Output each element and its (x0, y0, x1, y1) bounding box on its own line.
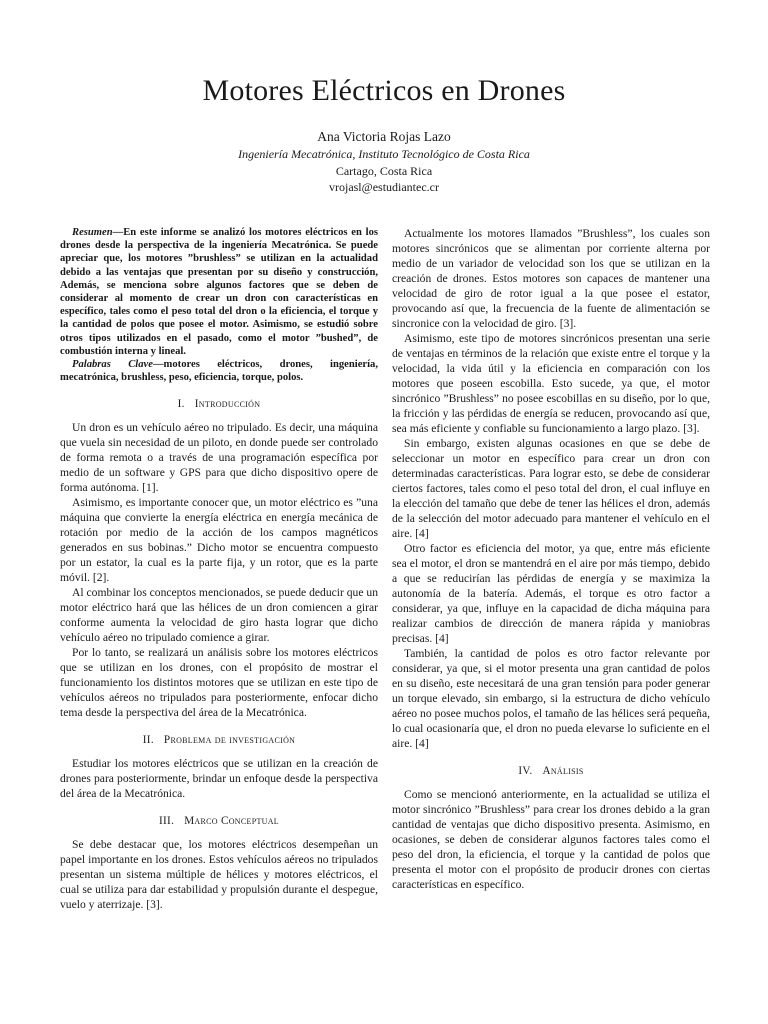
keywords-text: motores eléctricos, drones, ingeniería, mecatrónica, brushless, peso, eficiencia, torque, polos. (60, 359, 378, 384)
abstract-dash: — (112, 227, 124, 238)
paragraph: Un dron es un vehículo aéreo no tripulado. Es decir, una máquina que vuela sin necesidad de un piloto, en donde puede ser controlado de forma remota o a través de una programación específica por medio de un software y GPS para que dicho dispositivo opere de forma autónoma. [1]. (60, 421, 378, 495)
paragraph: También, la cantidad de polos es otro factor relevante por considerar, ya que, si el motor presenta una gran cantidad de polos en su diseño, este necesitará de una gran tensión para poder generar un torque elevado, sin embargo, si la estructura de dicho vehículo aéreo no posee muchos polos, el tamaño de las hélices será pequeña, lo cual ocasionaría que, el dron no pueda elevarse lo suficiente en el aire. [4] (392, 647, 710, 750)
author-city: Cartago, Costa Rica (335, 164, 433, 178)
paragraph: Por lo tanto, se realizará un análisis sobre los motores eléctricos que se utilizan en los drones, con el propósito de mostrar el funcionamiento los distintos motores que se utilizan en este tipo de vehículos aéreos no tripulados para posteriormente, enfocar dicho tema desde la perspectiva del área de la Mecatrónica. (60, 646, 378, 720)
abstract (60, 226, 378, 358)
section-number: IV. (518, 765, 533, 777)
section-title: Marco Conceptual (184, 815, 279, 828)
right-column (392, 226, 710, 892)
section-heading-framework (60, 814, 378, 829)
paragraph: Estudiar los motores eléctricos que se utilizan en la creación de drones para posteriormente, brindar un enfoque desde la perspectiva del área de la Mecatrónica. (60, 757, 378, 801)
paragraph: Al combinar los conceptos mencionados, se puede deducir que un motor eléctrico hará que las hélices de un dron comiencen a girar conforme aumenta la velocidad de giro hasta lograr que dicho vehículo aéreo no tripulado comience a girar. (60, 586, 378, 645)
author-affiliation: Ingeniería Mecatrónica, Instituto Tecnológico de Costa Rica (238, 147, 530, 161)
paragraph: Actualmente los motores llamados ”Brushless”, los cuales son motores sincrónicos que se alimentan por corriente alterna por medio de un variador de velocidad son los que se utilizan en la creación de drones. Estos motores son capaces de mantener una velocidad de giro de rotor igual a la que posee el estator, provocando así que, la frecuencia de la fuente de alimentación se sincronice con la velocidad de giro. [3]. (392, 227, 710, 330)
abstract-label: Resumen (72, 227, 113, 238)
keywords (60, 358, 378, 384)
author-email: vrojasl@estudiantec.cr (328, 180, 439, 194)
paragraph: Se debe destacar que, los motores eléctricos desempeñan un papel importante en los drones. Estos vehículos aéreos no tripulados presentan un sistema múltiple de hélices y motores eléctricos, el cual se utiliza para dar estabilidad y propulsión durante el despegue, vuelo y aterrizaje. [3]. (60, 838, 378, 912)
paragraph: Asimismo, es importante conocer que, un motor eléctrico es ”una máquina que convierte la energía eléctrica en energía mecánica de rotación por medio de la acción de los campos magnéticos generados en sus bobinas.” Dicho motor se encuentra compuesto por un estator, la cual es la parte fija, y un rotor, que es la parte móvil. [2]. (60, 496, 378, 585)
abstract-text: En este informe se analizó los motores eléctricos en los drones desde la perspectiva de la ingeniería Mecatrónica. Se puede apreciar que, los motores ”brushless” se utilizan en la actualidad debido a las ventajas que presentan por su diseño y construcción, Además, se menciona sobre algunos factores que se deben de considerar al momento de crear un dron con características en específico, tales como el peso total del dron o la eficiencia, el torque y la cantidad de polos que posee el motor. Asimismo, se estudió sobre otros tipos utilizados en el pasado, como el motor ”bushed”, de combustión interna y lineal. (60, 227, 378, 357)
section-number: I. (177, 398, 185, 411)
section-number: II. (142, 734, 154, 747)
section-heading-problem (60, 733, 378, 748)
section-title: Análisis (542, 765, 584, 777)
paragraph: Sin embargo, existen algunas ocasiones en que se debe de seleccionar un motor en específico para crear un dron con determinadas características. Para lograr esto, se debe de considerar ciertos factores, tales como el peso total del dron, el cual influye en la elección del tamaño que debe de tener las hélices el dron, además de la selección del motor adecuado para mantener el vehículo en el aire. [4] (392, 437, 710, 540)
paper-title: Motores Eléctricos en Drones (202, 74, 566, 107)
section-title: Problema de investigación (163, 734, 296, 747)
left-column (60, 226, 378, 912)
keywords-label: Palabras Clave (72, 359, 153, 371)
author-name: Ana Victoria Rojas Lazo (317, 129, 451, 144)
paragraph: Asimismo, este tipo de motores sincrónicos presentan una serie de ventajas en términos de la relación que existe entre el torque y la velocidad, la vida útil y la eficiencia en comparación con los motores que poseen escobilla. Esto sucede, ya que, el motor sincrónico ”Brushless” no posee escobillas en su diseño, por lo que, la fricción y las pérdidas de energía se reducen, provocando así que, sea más eficiente y confiable su funcionamiento a largo plazo. [3]. (392, 332, 710, 435)
section-number: III. (159, 815, 175, 828)
paragraph: Como se mencionó anteriormente, en la actualidad se utiliza el motor sincrónico ”Brushless” para crear los drones debido a la gran cantidad de ventajas que dicho dispositivo presenta. Asimismo, en ocasiones, se deben de considerar algunos factores tales como el peso del dron, la eficiencia, el torque y la cantidad de polos que presenta el motor con el propósito de producir drones con ciertas características en específico. (392, 788, 710, 891)
section-heading-intro (60, 397, 378, 412)
section-title: Introducción (194, 398, 261, 411)
section-heading-analysis (392, 764, 710, 779)
paragraph: Otro factor es eficiencia del motor, ya que, entre más eficiente sea el motor, el dron se mantendrá en el aire por más tiempo, debido a que se reducirían las pérdidas de energía y se maximiza la autonomía de la batería. Además, el torque es otro factor a considerar, ya que, influye en la capacidad de dicha máquina para realizar cambios de dirección de manera rápida y maniobras precisas. [4] (392, 542, 710, 645)
keywords-dash: — (152, 359, 164, 371)
